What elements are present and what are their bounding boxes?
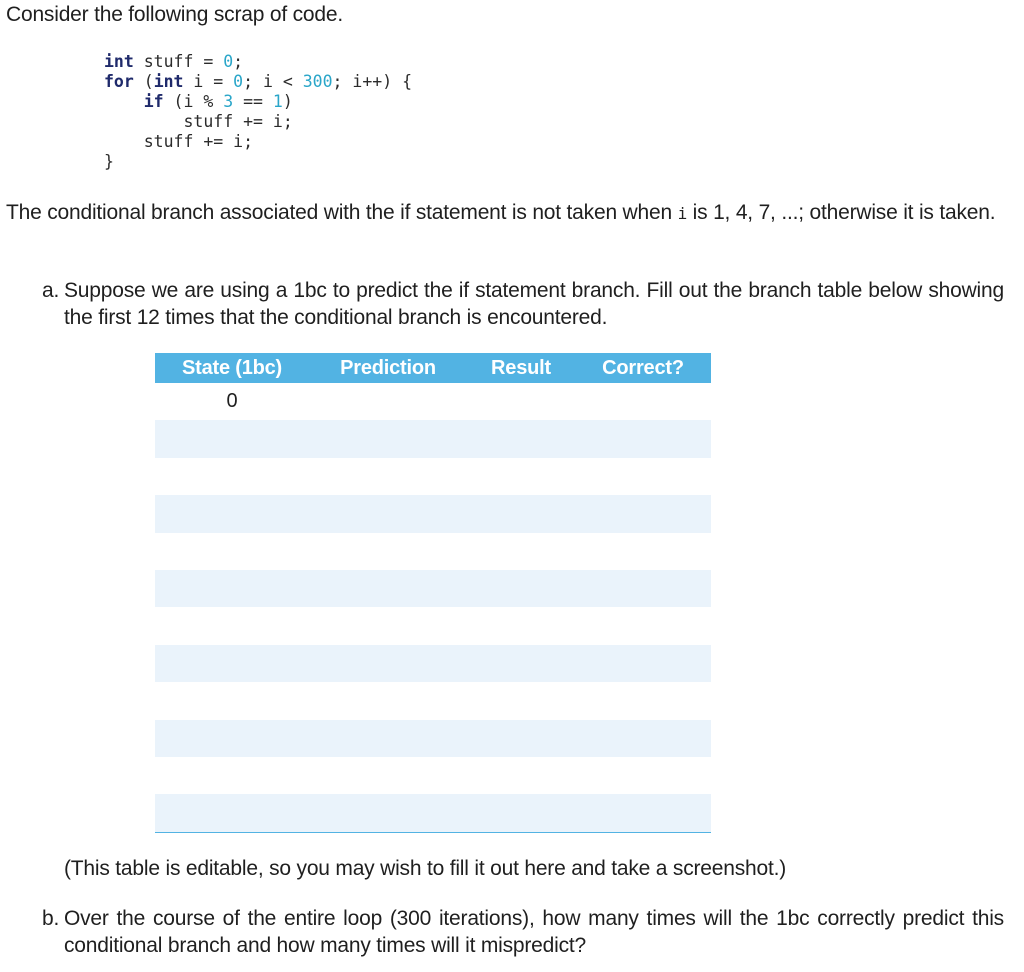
table-cell[interactable] [467,458,575,495]
table-cell[interactable] [467,495,575,532]
table-cell[interactable] [309,458,467,495]
code-line-6: } [104,152,114,171]
table-row [155,794,711,832]
table-cell[interactable] [309,607,467,644]
header-prediction: Prediction [309,353,467,383]
intro-text: Consider the following scrap of code. [6,3,343,26]
table-cell[interactable] [467,794,575,832]
table-cell[interactable] [309,570,467,607]
table-cell[interactable] [155,607,309,644]
table-cell[interactable]: 0 [226,390,238,413]
question-b [42,905,1004,959]
table-row [155,458,711,495]
table-cell[interactable] [575,458,711,495]
table-row [155,570,711,607]
loop-variable: i [677,204,688,223]
table-header-row [155,353,711,383]
table-cell[interactable] [155,533,309,570]
table-cell[interactable] [575,607,711,644]
table-cell[interactable] [309,794,467,832]
code-line-1: int stuff = 0; [104,52,244,71]
table-cell[interactable] [155,682,309,719]
table-cell[interactable] [467,682,575,719]
table-cell[interactable] [309,645,467,682]
code-line-4: stuff += i; [183,112,293,131]
table-cell[interactable] [575,570,711,607]
table-cell[interactable] [575,533,711,570]
table-row [155,645,711,682]
table-cell[interactable] [467,720,575,757]
code-line-3: if (i % 3 == 1) [143,92,293,111]
editable-note: (This table is editable, so you may wish to fill it out here and take a screenshot.) [64,857,787,880]
table-cell[interactable] [309,757,467,794]
table-row [155,682,711,719]
table-cell[interactable] [155,757,309,794]
table-cell[interactable] [155,645,309,682]
table-row [155,383,711,420]
table-cell[interactable] [575,757,711,794]
table-cell[interactable] [575,794,711,832]
table-cell[interactable] [467,533,575,570]
table-cell[interactable] [467,420,575,457]
table-row [155,757,711,794]
code-line-2: for (int i = 0; i < 300; i++) { [104,72,413,91]
table-cell[interactable] [575,682,711,719]
table-cell[interactable] [309,682,467,719]
table-cell[interactable] [467,645,575,682]
table-row [155,533,711,570]
question-b-label: b. [42,907,60,930]
table-cell[interactable] [155,720,309,757]
question-a [42,277,1004,331]
table-cell[interactable] [155,458,309,495]
header-correct: Correct? [575,353,711,383]
table-cell[interactable] [467,383,575,420]
table-row [155,720,711,757]
table-cell[interactable] [309,420,467,457]
branch-table [155,353,711,833]
question-a-text: Suppose we are using a 1bc to predict the if statement branch. Fill out the branch table below showing the first 12 times that the conditional branch is encountered. [64,279,1004,329]
table-cell[interactable] [467,757,575,794]
question-a-label: a. [42,279,60,302]
table-cell[interactable] [309,720,467,757]
header-state: State (1bc) [155,353,309,383]
table-cell[interactable] [575,383,711,420]
table-row [155,607,711,644]
table-cell[interactable] [155,794,309,832]
table-cell[interactable] [467,607,575,644]
table-row [155,420,711,457]
table-cell[interactable] [575,495,711,532]
table-cell[interactable] [467,570,575,607]
table-cell[interactable] [309,495,467,532]
table-cell[interactable] [155,570,309,607]
table-cell[interactable] [575,645,711,682]
code-block [104,52,412,172]
table-cell[interactable] [575,420,711,457]
table-cell[interactable] [155,495,309,532]
header-result: Result [467,353,575,383]
branch-description: The conditional branch associated with the if statement is not taken when i is 1, 4, 7, ...; otherwise it is taken. [6,201,996,224]
question-b-text: Over the course of the entire loop (300 iterations), how many times will the 1bc correctly predict this conditional branch and how many times will it mispredict? [64,907,1004,957]
table-cell[interactable] [309,383,467,420]
table-cell[interactable] [155,420,309,457]
table-cell[interactable] [575,720,711,757]
table-row [155,495,711,532]
table-cell[interactable] [309,533,467,570]
code-line-5: stuff += i; [143,132,254,151]
